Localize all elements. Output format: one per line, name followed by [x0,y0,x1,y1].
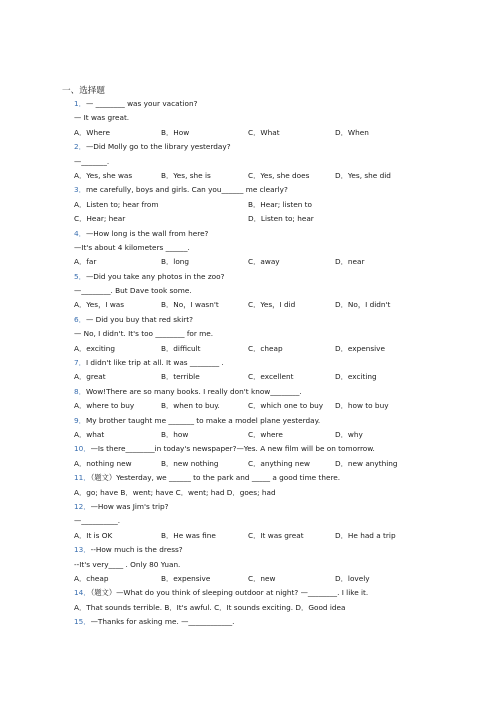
options-inline[interactable]: A．That sounds terrible. B．It's awful. C．It sounds exciting. D．Good idea [74,602,346,612]
answer-option[interactable]: C．What [248,127,280,137]
answer-option[interactable]: C．Yes，I did [248,300,296,310]
answer-option[interactable]: D．exciting [335,372,377,382]
options-row [74,298,414,312]
question-list [74,97,414,629]
question-number: 12． [74,501,91,511]
options-row [74,457,414,471]
answer-option[interactable]: A．Yes，I was [74,300,125,310]
answer-option[interactable]: A．where to buy [74,401,135,411]
question-number: 3． [74,185,86,195]
question-line: --It's very____ . Only 80 Yuan. [74,559,181,569]
options-row [74,126,414,140]
question-text: me carefully, boys and girls. Can you______ me clearly? [85,185,288,195]
question-number: 1． [74,99,86,108]
question-line: — No, I didn't. It's too ________ for me. [74,329,214,339]
answer-option[interactable]: A．what [74,429,105,439]
question-stem [74,586,414,600]
options-row [74,169,414,183]
answer-option[interactable]: B．He was fine [161,530,216,540]
answer-option[interactable]: B．How [161,127,190,137]
answer-option[interactable]: B．difficult [161,343,201,353]
question-text: My brother taught me _______ to make a model plane yesterday. [85,415,321,425]
question-text: （题文）—What do you think of sleeping outdoor at night? —________. I like it. [90,588,369,598]
answer-option[interactable]: D．He had a trip [335,530,396,540]
answer-option[interactable]: C．Yes, she does [248,170,310,180]
answer-option[interactable]: A．far [74,257,97,267]
question-stem [74,227,414,241]
options-inline[interactable]: A．go; have B．went; have C．went; had D．goes; had [74,487,276,497]
options-row [74,428,414,442]
answer-option[interactable]: B．when to buy. [161,401,220,411]
answer-option[interactable]: C．It was great [248,530,304,540]
answer-option[interactable]: C．away [248,257,280,267]
question-text: Wow!There are so many books. I really don't know________. [85,386,302,396]
answer-option[interactable]: C．which one to buy [248,401,324,411]
question-number: 2． [74,142,86,152]
answer-option[interactable]: D．No，I didn't [335,300,391,310]
question-number: 11． [74,473,91,483]
question-number: 5． [74,271,86,281]
question-number: 8． [74,386,86,396]
answer-option[interactable]: D．expensive [335,343,385,353]
answer-option[interactable]: C．where [248,429,283,439]
answer-option[interactable]: D．When [335,127,369,137]
question-line: —It's about 4 kilometers ______. [74,242,190,252]
question-text: —Did you take any photos in the zoo? [85,271,225,281]
options-row [74,212,414,226]
options-row [74,572,414,586]
question-stem [74,140,414,154]
section-title: 一、选择题 [62,86,105,96]
question-text: —Is there________in today's newspaper?—Yes. A new film will be on tomorrow. [90,444,375,454]
answer-option[interactable]: C．new [248,573,276,583]
question-stem [74,313,414,327]
question-line: — It was great. [74,113,130,123]
question-stem [74,356,414,370]
options-row [74,529,414,543]
question-stem [74,183,414,197]
question-text: —Did Molly go to the library yesterday? [85,142,231,152]
question-number: 10． [74,444,91,454]
options-row [74,399,414,413]
question-stem [74,615,414,629]
question-text: — ________ was your vacation? [85,99,198,108]
question-text: —How long is the wall from here? [85,228,209,238]
options-row [74,198,414,212]
answer-option[interactable]: A．exciting [74,343,116,353]
answer-option[interactable]: B．new nothing [161,458,219,468]
answer-option[interactable]: B．Hear; listen to [248,199,313,209]
question-text: — Did you buy that red skirt? [85,314,193,324]
answer-option[interactable]: D．how to buy [335,401,389,411]
question-stem [74,543,414,557]
answer-option[interactable]: A．Listen to; hear from [74,199,159,209]
answer-option[interactable]: B．terrible [161,372,200,382]
question-number: 4． [74,228,86,238]
question-number: 7． [74,358,86,368]
answer-option[interactable]: A．nothing new [74,458,132,468]
question-number: 14． [74,588,91,598]
answer-option[interactable]: A．great [74,372,106,382]
question-stem [74,471,414,485]
answer-option[interactable]: A．Yes, she was [74,170,133,180]
question-text: —Thanks for asking me. —____________. [90,617,235,627]
question-stem [74,270,414,284]
question-text: —How was Jim's trip? [90,501,169,511]
question-number: 9． [74,415,86,425]
answer-option[interactable]: D．Listen to; hear [248,214,314,224]
answer-option[interactable]: B．long [161,257,190,267]
answer-option[interactable]: D．why [335,429,363,439]
answer-option[interactable]: C．anything new [248,458,310,468]
answer-option[interactable]: A．It is OK [74,530,113,540]
question-number: 6． [74,314,86,324]
question-stem [74,414,414,428]
question-number: 13． [74,545,91,555]
question-text: --How much is the dress? [90,545,183,555]
answer-option[interactable]: D．new anything [335,458,398,468]
question-stem [74,97,414,111]
options-row [74,255,414,269]
answer-option[interactable]: D．near [335,257,365,267]
answer-option[interactable]: B．Yes, she is [161,170,211,180]
answer-option[interactable]: B．expensive [161,573,211,583]
question-text: （题文）Yesterday, we ______ to the park and _____ a good time there. [90,473,341,483]
answer-option[interactable]: D．lovely [335,573,370,583]
answer-option[interactable]: C．cheap [248,343,283,353]
question-line: —_______. [74,156,110,166]
question-stem [74,500,414,514]
answer-option[interactable]: B．how [161,429,189,439]
question-stem [74,442,414,456]
question-line: —__________. [74,516,121,526]
answer-option[interactable]: C．Hear; hear [74,214,126,224]
answer-option[interactable]: B．No，I wasn't [161,300,219,310]
question-text: I didn't like trip at all. It was ________ . [85,358,224,368]
answer-option[interactable]: A．Where [74,127,110,137]
question-number: 15． [74,617,91,627]
answer-option[interactable]: D．Yes, she did [335,170,391,180]
answer-option[interactable]: A．cheap [74,573,109,583]
question-line: —________. But Dave took some. [74,286,192,296]
options-row [74,370,414,384]
question-stem [74,385,414,399]
answer-option[interactable]: C．excellent [248,372,294,382]
options-row [74,342,414,356]
